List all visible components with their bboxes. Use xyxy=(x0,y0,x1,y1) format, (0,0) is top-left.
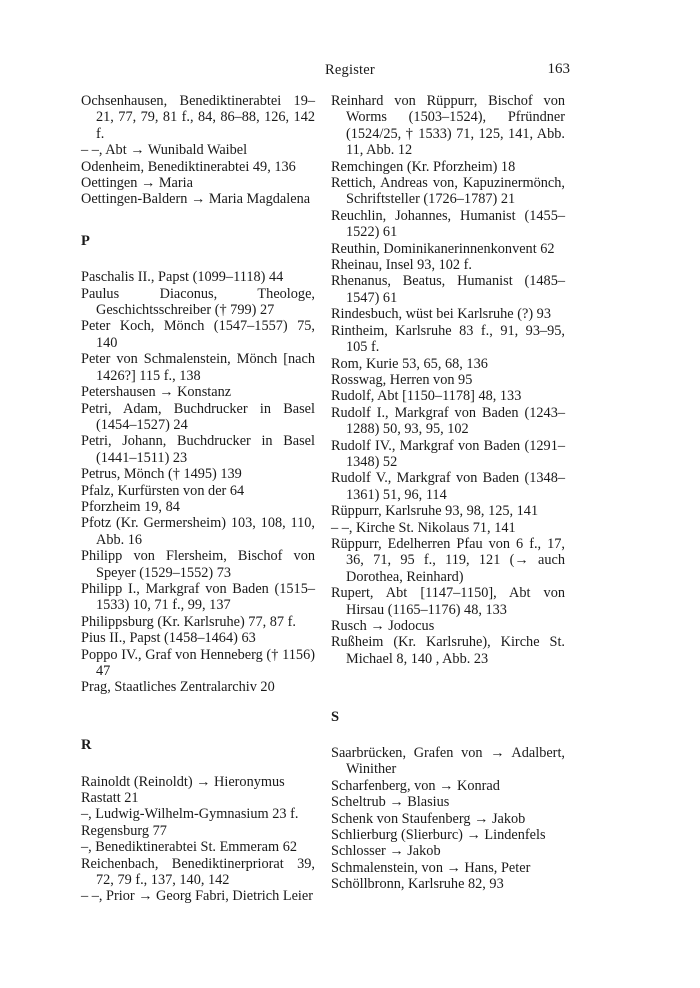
index-entry: Petri, Adam, Buchdrucker in Basel (1454–1527) 24 xyxy=(81,400,315,433)
letter-spacing xyxy=(81,754,315,774)
index-column-left xyxy=(81,93,315,905)
index-entry: Paschalis II., Papst (1099–1118) 44 xyxy=(81,269,284,286)
index-entry: Rainoldt (Reinoldt) → Hieronymus xyxy=(81,773,285,790)
index-entry: – –, Kirche St. Nikolaus 71, 141 xyxy=(331,519,516,536)
index-entry: Petershausen → Konstanz xyxy=(81,384,232,401)
index-entry: –, Ludwig-Wilhelm-Gymnasium 23 f. xyxy=(81,806,299,823)
index-column-right xyxy=(331,93,565,893)
index-entry: Regensburg 77 xyxy=(81,822,167,839)
index-entry: Rastatt 21 xyxy=(81,790,139,807)
index-entry: Scharfenberg, von → Konrad xyxy=(331,777,500,794)
letter-spacing xyxy=(331,725,565,745)
index-entry: Peter Koch, Mönch (1547–1557) 75, 140 xyxy=(81,318,315,351)
index-entry: Rheinau, Insel 93, 102 f. xyxy=(331,257,472,274)
section-letter: R xyxy=(81,737,92,754)
index-entry: Pforzheim 19, 84 xyxy=(81,498,180,515)
index-entry: Rosswag, Herren von 95 xyxy=(331,371,473,388)
index-entry: Rudolf V., Markgraf von Baden (1348–1361) 51, 96, 114 xyxy=(331,470,565,503)
index-entry: Schöllbronn, Karlsruhe 82, 93 xyxy=(331,876,504,893)
index-entry: Reuchlin, Johannes, Humanist (1455–1522) 61 xyxy=(331,207,565,241)
index-entry: Rhenanus, Beatus, Humanist (1485–1547) 61 xyxy=(331,273,565,306)
index-entry: Schlosser → Jakob xyxy=(331,843,441,860)
index-entry: Oettingen → Maria xyxy=(81,175,193,192)
index-entry: – –, Prior → Georg Fabri, Dietrich Leier xyxy=(81,888,314,905)
index-entry: Philipp I., Markgraf von Baden (1515–1533) 10, 71 f., 99, 137 xyxy=(81,580,315,614)
index-entry: Peter von Schmalenstein, Mönch [nach 1426?] 115 f., 138 xyxy=(81,351,315,384)
index-entry: Rindesbuch, wüst bei Karlsruhe (?) 93 xyxy=(331,306,551,323)
index-entry: Philippsburg (Kr. Karlsruhe) 77, 87 f. xyxy=(81,613,296,630)
index-entry: Oettingen-Baldern → Maria Magdalena xyxy=(81,191,311,208)
section-letter: P xyxy=(81,232,90,249)
index-entry: – –, Abt → Wunibald Waibel xyxy=(81,142,248,159)
index-entry: Reinhard von Rüppurr, Bischof von Worms (1503–1524), Pfründner (1524/25, † 1533) 71, 125, 141, Abb. 11, Abb. 12 xyxy=(331,93,565,159)
index-entry: Pfalz, Kurfürsten von der 64 xyxy=(81,482,245,499)
section-gap xyxy=(81,721,315,737)
index-entry: Rudolf IV., Markgraf von Baden (1291–1348) 52 xyxy=(331,437,565,470)
index-entry: Rußheim (Kr. Karlsruhe), Kirche St. Michael 8, 140 , Abb. 23 xyxy=(331,634,565,667)
index-entry: Rettich, Andreas von, Kapuzinermönch, Schriftsteller (1726–1787) 21 xyxy=(331,175,565,208)
index-entry: Pius II., Papst (1458–1464) 63 xyxy=(81,630,256,647)
index-entry: Rupert, Abt [1147–1150], Abt von Hirsau (1165–1176) 48, 133 xyxy=(331,585,565,618)
running-header-title: Register xyxy=(325,62,375,78)
index-entry: Petri, Johann, Buchdrucker in Basel (1441–1511) 23 xyxy=(81,433,315,466)
index-entry: Poppo IV., Graf von Henneberg († 1156) 47 xyxy=(81,646,315,679)
index-entry: Rom, Kurie 53, 65, 68, 136 xyxy=(331,355,488,372)
index-entry: Petrus, Mönch († 1495) 139 xyxy=(81,466,242,483)
index-entry: Scheltrub → Blasius xyxy=(331,794,450,811)
index-entry: Odenheim, Benediktinerabtei 49, 136 xyxy=(81,158,296,175)
index-entry: Reichenbach, Benediktinerpriorat 39, 72, 79 f., 137, 140, 142 xyxy=(81,855,315,889)
index-entry: Ochsenhausen, Benediktinerabtei 19–21, 77, 79, 81 f., 84, 86–88, 126, 142 f. xyxy=(81,93,315,142)
index-entry: Schenk von Staufenberg → Jakob xyxy=(331,810,526,827)
index-entry: Philipp von Flersheim, Bischof von Speyer (1529–1552) 73 xyxy=(81,548,315,581)
index-entry: Reuthin, Dominikanerinnenkonvent 62 xyxy=(331,240,555,257)
index-entry: Schlierburg (Slierburc) → Lindenfels xyxy=(331,827,546,844)
index-entry: Paulus Diaconus, Theologe, Geschichtsschreiber († 799) 27 xyxy=(81,285,315,319)
section-gap xyxy=(81,208,315,233)
letter-spacing xyxy=(81,249,315,269)
section-letter: S xyxy=(331,708,340,725)
index-entry: Rudolf, Abt [1150–1178] 48, 133 xyxy=(331,388,522,405)
index-entry: Rüppurr, Karlsruhe 93, 98, 125, 141 xyxy=(331,503,539,520)
index-entry: Remchingen (Kr. Pforzheim) 18 xyxy=(331,158,516,175)
index-entry: Prag, Staatliches Zentralarchiv 20 xyxy=(81,679,275,696)
index-entry: Schmalenstein, von → Hans, Peter xyxy=(331,859,531,876)
index-entry: Saarbrücken, Grafen von → Adalbert, Winither xyxy=(331,745,565,778)
index-entry: Pfotz (Kr. Germersheim) 103, 108, 110, Abb. 16 xyxy=(81,515,315,548)
section-gap xyxy=(81,696,315,721)
section-gap xyxy=(331,667,565,692)
index-entry: Rüppurr, Edelherren Pfau von 6 f., 17, 36, 71, 95 f., 119, 121 (→ auch Dorothea, Reinhard) xyxy=(331,535,565,585)
section-gap xyxy=(331,692,565,708)
index-entry: –, Benediktinerabtei St. Emmeram 62 xyxy=(81,839,297,856)
index-entry: Rudolf I., Markgraf von Baden (1243–1288) 50, 93, 95, 102 xyxy=(331,404,565,438)
index-entry: Rintheim, Karlsruhe 83 f., 91, 93–95, 105 f. xyxy=(331,322,565,356)
index-entry: Rusch → Jodocus xyxy=(331,618,435,634)
page-number: 163 xyxy=(547,61,570,77)
